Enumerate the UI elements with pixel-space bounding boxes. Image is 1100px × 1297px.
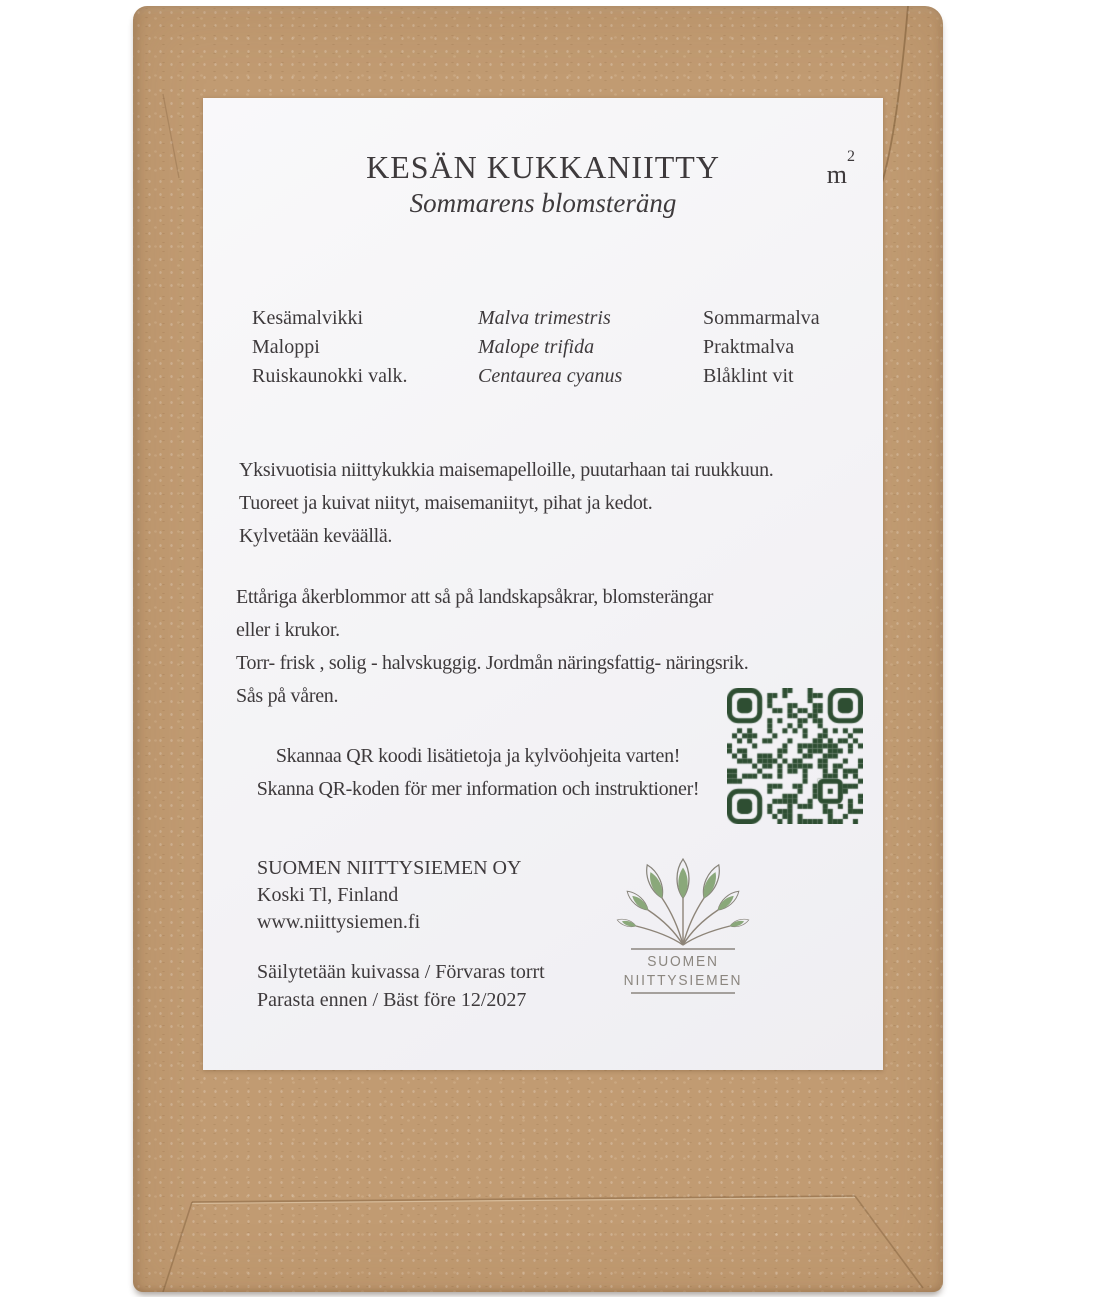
- qr-instruction-fi: Skannaa QR koodi lisätietoja ja kylvöohjeita varten!: [275, 745, 681, 767]
- description-line: eller i krukor.: [236, 619, 340, 641]
- qr-instruction-sv: Skanna QR-koden för mer information och instruktioner!: [256, 778, 700, 800]
- description-line: Kylvetään keväällä.: [239, 525, 393, 547]
- description-line: Tuoreet ja kuivat niityt, maisemaniityt, pihat ja kedot.: [239, 492, 653, 514]
- qr-instructions: [211, 740, 745, 806]
- species-name-fi: Maloppi: [252, 336, 320, 358]
- storage-info: [257, 958, 545, 1014]
- logo-divider: [631, 948, 735, 950]
- company-info: [257, 855, 521, 936]
- logo-text-line1: SUOMEN: [647, 953, 719, 970]
- description-line: Yksivuotisia niittykukkia maisemapelloille, puutarhaan tai ruukkuun.: [239, 459, 774, 481]
- company-website: www.niittysiemen.fi: [257, 911, 421, 933]
- storage-instruction: Säilytetään kuivassa / Förvaras torrt: [257, 961, 545, 983]
- logo-divider: [631, 992, 735, 994]
- unit-exponent: 2: [847, 148, 855, 165]
- species-name-latin: Malva trimestris: [478, 307, 611, 329]
- description-line: Torr- frisk , solig - halvskuggig. Jordmån näringsfattig- näringsrik.: [236, 652, 749, 674]
- seed-packet-envelope: [133, 6, 943, 1292]
- logo-leaves-icon: [603, 846, 763, 946]
- packet-label: [203, 98, 883, 1070]
- species-name-latin: Centaurea cyanus: [478, 365, 623, 387]
- species-name-latin: Malope trifida: [478, 336, 595, 358]
- brand-logo: [595, 846, 771, 996]
- description-swedish: [236, 581, 748, 713]
- company-location: Koski Tl, Finland: [257, 884, 399, 906]
- unit-base: m: [826, 160, 847, 189]
- title-block: [203, 148, 883, 220]
- product-title-finnish: KESÄN KUKKANIITTY: [366, 149, 720, 185]
- company-name: SUOMEN NIITTYSIEMEN OY: [257, 857, 522, 879]
- description-finnish: [239, 454, 774, 553]
- species-name-fi: Ruiskaunokki valk.: [252, 365, 408, 387]
- best-before-date: Parasta ennen / Bäst före 12/2027: [257, 989, 527, 1011]
- area-unit-label: [827, 148, 855, 190]
- species-name-fi: Kesämalvikki: [252, 307, 364, 329]
- species-table: [252, 304, 820, 391]
- product-title-swedish: Sommarens blomsteräng: [409, 188, 677, 218]
- logo-text-line2: NIITTYSIEMEN: [623, 972, 743, 989]
- species-name-sv: Praktmalva: [703, 336, 795, 358]
- description-line: Ettåriga åkerblommor att så på landskapsåkrar, blomsterängar: [236, 586, 714, 608]
- species-name-sv: Sommarmalva: [703, 307, 820, 329]
- description-line: Sås på våren.: [236, 685, 339, 707]
- species-name-sv: Blåklint vit: [703, 365, 794, 387]
- qr-code: [727, 688, 863, 824]
